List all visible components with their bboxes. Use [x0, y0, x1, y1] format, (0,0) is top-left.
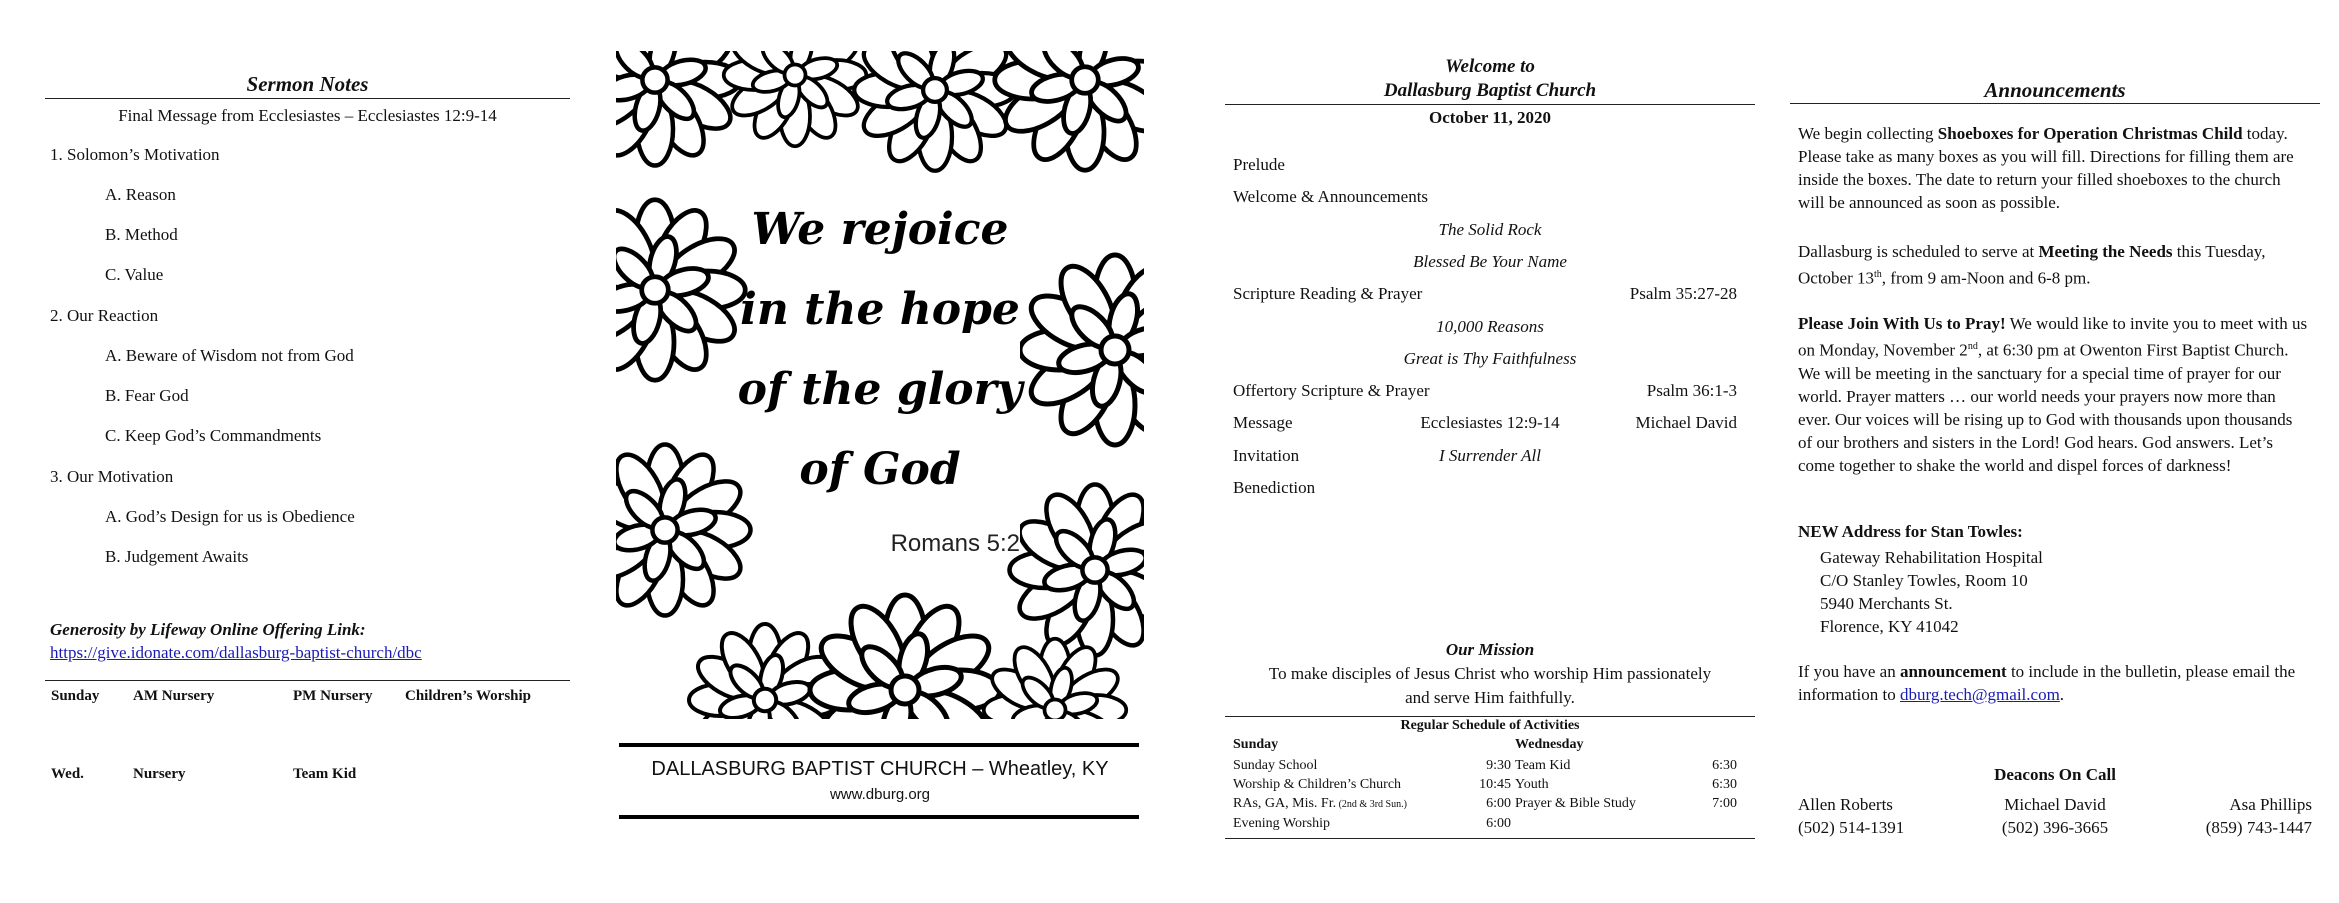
scripture-reading-ref: Psalm 35:27-28 — [1629, 284, 1737, 303]
schedule-activity: Youth — [1515, 777, 1549, 792]
invitation-label: Invitation — [1233, 446, 1300, 465]
schedule-row — [1233, 814, 1511, 833]
wed-label: Wed. — [51, 766, 84, 782]
invitation-song: I Surrender All — [1439, 446, 1541, 465]
announcement-shoeboxes — [1798, 122, 2310, 214]
schedule-sunday-heading: Sunday — [1233, 737, 1279, 752]
deacon-2-phone: (502) 396-3665 — [2001, 818, 2109, 837]
schedule-row — [1515, 775, 1737, 794]
song-great-is-thy-faithfulness: Great is Thy Faithfulness — [1403, 349, 1577, 368]
deacon-3-name: Asa Phillips — [2229, 795, 2312, 814]
song-solid-rock: The Solid Rock — [1438, 220, 1542, 239]
needs-text-a: Dallasburg is scheduled to serve at — [1798, 242, 2039, 261]
outline-subpoint: A. Reason — [105, 185, 176, 204]
offertory-label: Offertory Scripture & Prayer — [1233, 381, 1430, 400]
announcements-rule — [1790, 103, 2320, 104]
prayer-bold: Please Join With Us to Pray! — [1798, 314, 2006, 333]
verse-lettering — [710, 190, 1050, 510]
shoeboxes-bold: Shoeboxes for Operation Christmas Child — [1937, 124, 2243, 143]
pm-nursery-label: PM Nursery — [293, 688, 373, 704]
schedule-time: 6:30 — [1712, 758, 1737, 773]
verse-line-1: We rejoice — [751, 204, 1009, 255]
schedule-activity: RAs, GA, Mis. Fr. (2nd & 3rd Sun.) — [1233, 796, 1407, 811]
submit-text-c: . — [2059, 685, 2065, 704]
shoeboxes-text-b: today. Please take as many boxes as you will fill. Directions for filling them are inside the boxes. The date to return your filled shoeboxes to the church will be announced as soon as possible. — [1798, 124, 2294, 212]
schedule-wednesday-heading: Wednesday — [1515, 737, 1584, 752]
schedule-heading: Regular Schedule of Activities — [1400, 718, 1580, 733]
prayer-text-b: , at 6:30 pm at Owenton First Baptist Church. We will be meeting in the sanctuary for a special time of prayer for our world. Prayer matters … our world needs your prayers now more than ever. Our voices will be rising up to God with thousands upon thousands of our brothers and sisters in the Lord! God hears. God answers. Let’s come together to shake the world and dispel forces of darkness! — [1798, 340, 2293, 475]
nursery-rule — [45, 680, 570, 681]
schedule-activity: Worship & Children’s Church — [1233, 777, 1402, 792]
address-line: C/O Stanley Towles, Room 10 — [1820, 571, 2028, 590]
announcements-heading: Announcements — [1984, 78, 2126, 102]
schedule-time: 6:00 — [1486, 816, 1511, 831]
needs-bold: Meeting the Needs — [2038, 242, 2173, 261]
prayer-sup: nd — [1967, 341, 1978, 352]
verse-reference: Romans 5:2 — [890, 530, 1020, 557]
outline-point: 1. Solomon’s Motivation — [50, 145, 220, 164]
needs-text-c: , from 9 am-Noon and 6-8 pm. — [1881, 268, 2091, 288]
mission-text-line2: and serve Him faithfully. — [1405, 688, 1575, 707]
generosity-label: Generosity by Lifeway Online Offering Link: — [50, 620, 366, 639]
verse-line-4: of God — [799, 444, 961, 495]
schedule-time: 6:00 — [1486, 796, 1511, 811]
service-date: October 11, 2020 — [1429, 108, 1551, 127]
outline-point: 2. Our Reaction — [50, 306, 159, 325]
prayer-text-a: We would like to invite you to meet with us on Monday, November 2 — [1798, 314, 2308, 360]
needs-text-b: this Tuesday, October 13 — [1798, 242, 2266, 288]
address-line: 5940 Merchants St. — [1820, 594, 1953, 613]
outline-subpoint: B. Method — [105, 225, 178, 244]
schedule-time: 7:00 — [1712, 796, 1737, 811]
outline-subpoint: B. Judgement Awaits — [105, 547, 249, 566]
am-nursery-label: AM Nursery — [133, 688, 215, 704]
welcome-heading-line2: Dallasburg Baptist Church — [1383, 80, 1597, 101]
sermon-notes-heading: Sermon Notes — [246, 72, 369, 96]
schedule-time: 9:30 — [1486, 758, 1511, 773]
church-name-bottom-rule — [619, 815, 1139, 819]
schedule-row — [1233, 794, 1511, 814]
address-heading: NEW Address for Stan Towles: — [1798, 522, 2023, 541]
church-website: www.dburg.org — [829, 786, 931, 803]
church-name-line: DALLASBURG BAPTIST CHURCH – Wheatley, KY — [651, 758, 1109, 780]
outline-subpoint: C. Keep God’s Commandments — [105, 426, 322, 445]
sermon-subtitle: Final Message from Ecclesiastes – Ecclesiastes 12:9-14 — [118, 106, 497, 125]
schedule-activity: Team Kid — [1515, 758, 1571, 773]
schedule-row — [1233, 775, 1511, 794]
schedule-row — [1515, 756, 1737, 775]
shoeboxes-text-a: We begin collecting — [1798, 124, 1938, 143]
prelude: Prelude — [1233, 155, 1285, 174]
childrens-worship-label: Children’s Worship — [405, 688, 532, 704]
church-name-top-rule — [619, 743, 1139, 747]
submit-bold: announcement — [1899, 662, 2007, 681]
schedule-bottom-rule — [1225, 838, 1755, 839]
outline-subpoint: C. Value — [105, 265, 164, 284]
submit-text-b: to include in the bulletin, please email the information to — [1798, 662, 2296, 704]
benediction: Benediction — [1233, 478, 1316, 497]
schedule-activity: Prayer & Bible Study — [1515, 796, 1636, 811]
deacon-3 — [2206, 793, 2312, 839]
address-block — [1820, 546, 2043, 638]
heading-rule — [45, 98, 570, 99]
address-line: Gateway Rehabilitation Hospital — [1820, 548, 2043, 567]
message-speaker: Michael David — [1635, 413, 1737, 432]
schedule-time: 6:30 — [1712, 777, 1737, 792]
message-ref: Ecclesiastes 12:9-14 — [1420, 413, 1560, 432]
announcement-submit — [1798, 660, 2310, 706]
welcome-heading-line1: Welcome to — [1445, 56, 1535, 77]
offertory-ref: Psalm 36:1-3 — [1646, 381, 1737, 400]
schedule-time: 10:45 — [1479, 777, 1511, 792]
announcements-panel — [1790, 0, 2320, 903]
verse-line-3: of the glory — [737, 364, 1023, 415]
announcement-meeting-the-needs — [1798, 240, 2310, 290]
schedule-note: (2nd & 3rd Sun.) — [1336, 799, 1407, 810]
schedule-row — [1515, 794, 1737, 813]
schedule-activity: Sunday School — [1233, 758, 1318, 773]
schedule-row — [1233, 756, 1511, 775]
deacon-1-phone: (502) 514-1391 — [1798, 818, 1905, 837]
submit-text-a: If you have an — [1798, 662, 1900, 681]
message-label: Message — [1233, 413, 1293, 432]
cover-art — [615, 50, 1145, 720]
song-10000-reasons: 10,000 Reasons — [1436, 317, 1544, 336]
address-line: Florence, KY 41042 — [1820, 617, 1959, 636]
team-kid-label: Team Kid — [293, 766, 357, 782]
order-of-worship-panel — [1225, 0, 1755, 903]
verse-line-2: in the hope — [740, 284, 1020, 335]
needs-sup: th — [1874, 269, 1882, 280]
wed-nursery-label: Nursery — [133, 766, 186, 782]
email-link[interactable]: dburg.tech@gmail.com — [1899, 685, 2060, 704]
sunday-schedule — [1233, 756, 1511, 833]
mission-heading: Our Mission — [1445, 640, 1535, 659]
wednesday-schedule — [1515, 756, 1737, 813]
song-blessed-be-your-name: Blessed Be Your Name — [1413, 252, 1567, 271]
announcement-prayer — [1798, 312, 2310, 477]
deacon-1-name: Allen Roberts — [1798, 795, 1893, 814]
offering-link[interactable]: https://give.idonate.com/dallasburg-baptist-church/dbc — [50, 643, 422, 662]
deacons-heading: Deacons On Call — [1994, 765, 2116, 784]
outline-point: 3. Our Motivation — [50, 467, 174, 486]
welcome-announcements: Welcome & Announcements — [1233, 187, 1429, 206]
welcome-rule — [1225, 104, 1755, 105]
mission-text-line1: To make disciples of Jesus Christ who worship Him passionately — [1268, 664, 1712, 683]
outline-subpoint: A. God’s Design for us is Obedience — [105, 507, 355, 526]
scripture-reading-label: Scripture Reading & Prayer — [1233, 284, 1423, 303]
cover-panel — [615, 0, 1145, 903]
deacon-2-name: Michael David — [2004, 795, 2106, 814]
deacon-3-phone: (859) 743-1447 — [2205, 818, 2312, 837]
sermon-notes-panel — [45, 0, 570, 903]
schedule-activity: Evening Worship — [1233, 816, 1330, 831]
sunday-label: Sunday — [51, 688, 100, 704]
schedule-top-rule — [1225, 716, 1755, 717]
outline-subpoint: B. Fear God — [105, 386, 189, 405]
outline-subpoint: A. Beware of Wisdom not from God — [105, 346, 354, 365]
